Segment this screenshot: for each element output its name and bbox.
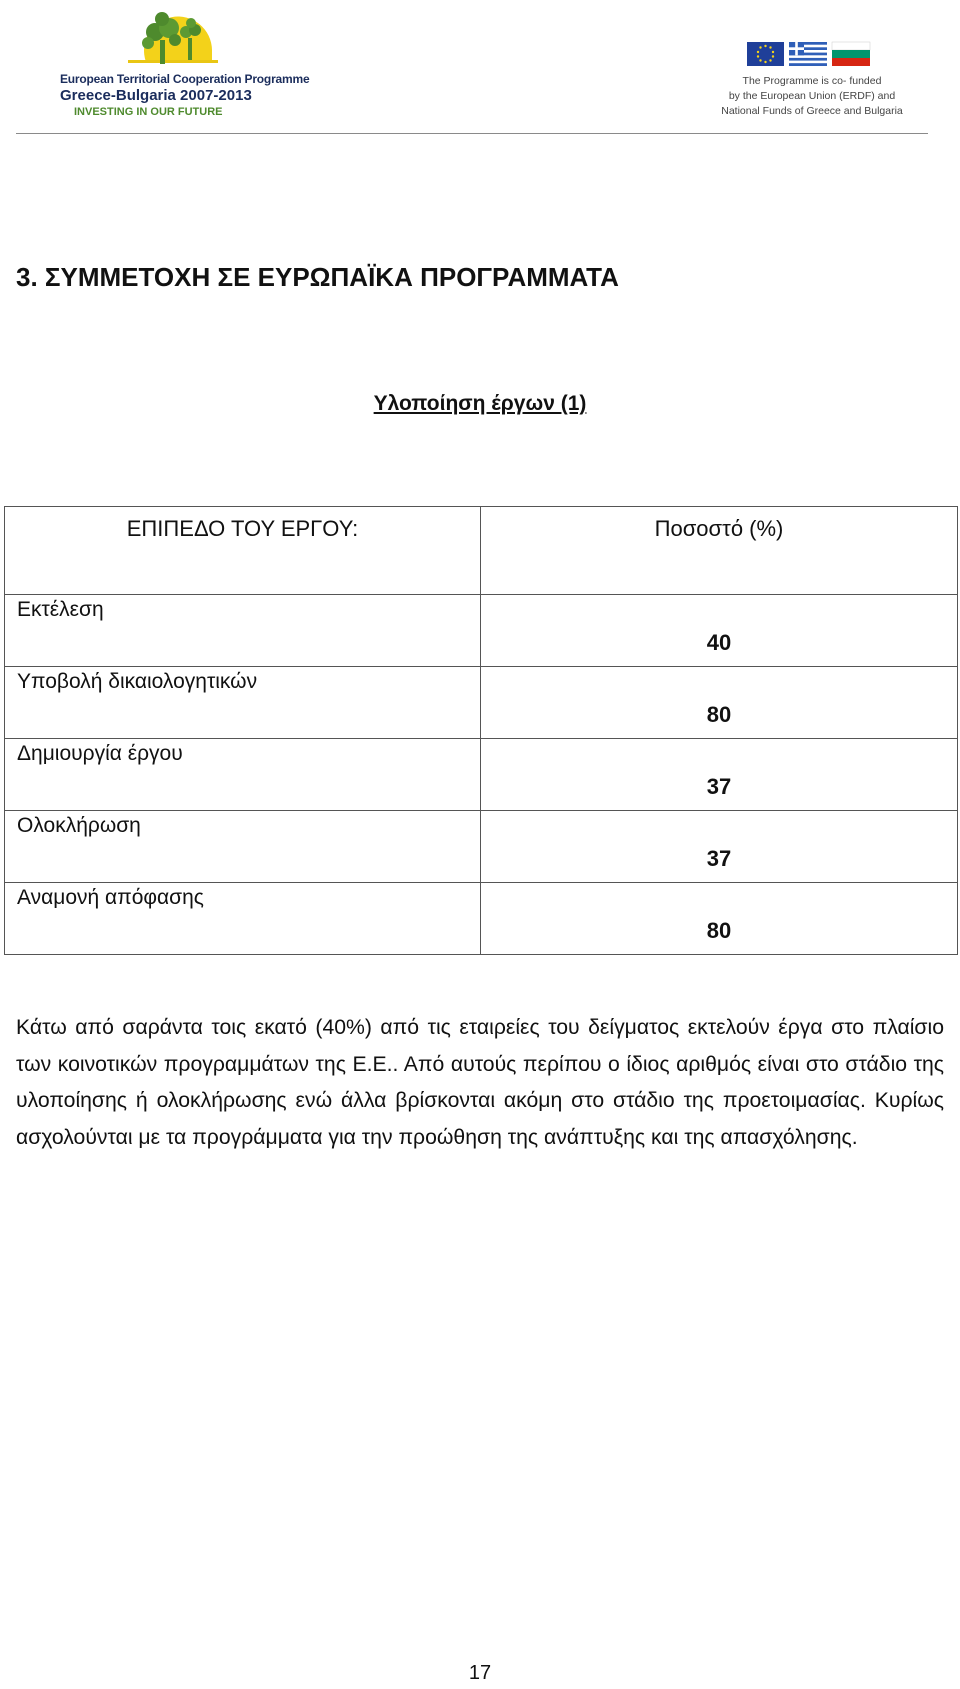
row-label: Δημιουργία έργου [5, 739, 481, 811]
column-header-percentage: Ποσοστό (%) [481, 507, 958, 595]
table-row [5, 739, 958, 811]
header-divider [16, 133, 928, 134]
logo-programme-name: European Territorial Cooperation Programme [60, 72, 310, 86]
cofund-line-3: National Funds of Greece and Bulgaria [721, 105, 903, 117]
cofunding-logo [712, 40, 912, 125]
row-value: 37 [481, 811, 958, 883]
table-row [5, 667, 958, 739]
row-value: 37 [481, 739, 958, 811]
row-value: 80 [481, 667, 958, 739]
table-row [5, 811, 958, 883]
table-header-row [5, 507, 958, 595]
body-paragraph: Κάτω από σαράντα τοις εκατό (40%) από τις εταιρείες του δείγματος εκτελούν έργα στο πλαίσιο των κοινοτικών προγραμμάτων της Ε.Ε.. Από αυτούς περίπου ο ίδιος αριθμός είναι στο στάδιο της υλοποίησης ή ολοκλήρωσης ενώ άλλα βρίσκονται ακόμη στο στάδιο της προετοιμασίας. Κυρίως ασχολούνται με τα προγράμματα για την προώθηση της ανάπτυξης και της απασχόλησης. [16, 1016, 944, 1149]
cofund-line-1: The Programme is co- funded [742, 75, 882, 87]
logo-programme-region: Greece-Bulgaria 2007-2013 [60, 87, 252, 104]
row-label: Εκτέλεση [5, 595, 481, 667]
logo-tagline: INVESTING IN OUR FUTURE [74, 106, 223, 118]
row-value: 80 [481, 883, 958, 955]
programme-logo [60, 10, 320, 125]
cofund-line-2: by the European Union (ERDF) and [728, 90, 896, 102]
row-label: Αναμονή απόφασης [5, 883, 481, 955]
table-row [5, 595, 958, 667]
flags-icon [747, 40, 872, 68]
table-caption: Υλοποίηση έργων (1) [373, 392, 587, 415]
page-header [0, 0, 960, 140]
column-header-level: ΕΠΙΠΕΔΟ ΤΟΥ ΕΡΓΟΥ: [5, 507, 481, 595]
section-title: 3. ΣΥΜΜΕΤΟΧΗ ΣΕ ΕΥΡΩΠΑΪΚΑ ΠΡΟΓΡΑΜΜΑΤΑ [16, 262, 619, 292]
row-value: 40 [481, 595, 958, 667]
row-label: Υποβολή δικαιολογητικών [5, 667, 481, 739]
project-status-table [4, 506, 958, 955]
page-number: 17 [468, 1662, 492, 1684]
tree-sun-logo-icon [128, 10, 218, 72]
row-label: Ολοκλήρωση [5, 811, 481, 883]
table-row [5, 883, 958, 955]
